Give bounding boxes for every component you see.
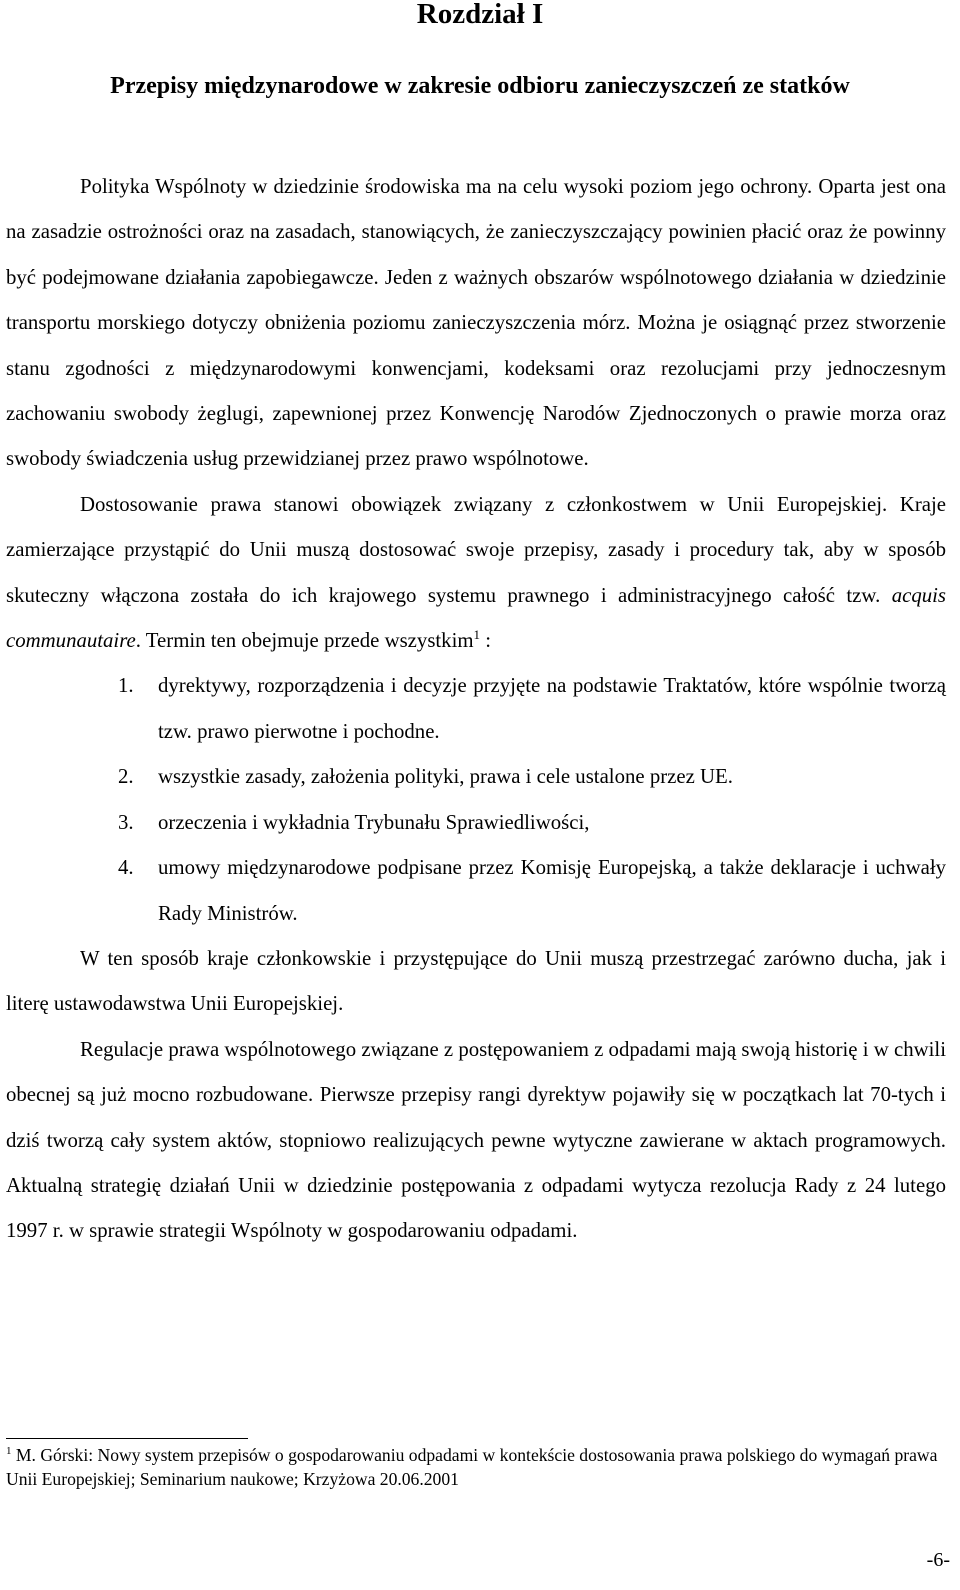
paragraph-4: Regulacje prawa wspólnotowego związane z postępowaniem z odpadami mają swoją historię i w chwili obecnej są już mocno rozbudowane. Pierwsze przepisy rangi dyrektyw pojawiły się w początkach lat 70-tych i dziś tworzą cały system aktów, stopniowo realizujących pewne wytyczne zawierane w aktach programowych. Aktualną strategię działań Unii w dziedzinie postępowania z odpadami wytycza rezolucja Rady z 24 lutego 1997 r. w sprawie strategii Wspólnoty w gospodarowaniu odpadami.	[6, 1037, 946, 1243]
list-item: 1. dyrektywy, rozporządzenia i decyzje przyjęte na podstawie Traktatów, które wspólnie tworzą tzw. prawo pierwotne i pochodne.	[118, 674, 946, 743]
page-number: -6-	[926, 1549, 950, 1571]
body-text	[6, 164, 946, 1254]
footnote-ref: 1	[473, 627, 481, 643]
paragraph-1: Polityka Wspólnoty w dziedzinie środowiska ma na celu wysoki poziom jego ochrony. Oparta jest ona na zasadzie ostrożności oraz na zasadach, stanowiących, że zanieczyszczający powinien płacić oraz że powinny być podejmowane działania zapobiegawcze. Jeden z ważnych obszarów wspólnotowego działania w dziedzinie transportu morskiego dotyczy obniżenia poziomu zanieczyszczenia mórz. Można je osiągnąć przez stworzenie stanu zgodności z międzynarodowymi konwencjami, kodeksami oraz rezolucjami przy jednoczesnym zachowaniu swobody żeglugi, zapewnionej przez Konwencję Narodów Zjednoczonych o prawie morza oraz swobody świadczenia usług przewidzianej przez prawo wspólnotowe.	[6, 175, 946, 471]
list-item: 3. orzeczenia i wykładnia Trybunału Sprawiedliwości,	[118, 810, 590, 834]
section-heading: Przepisy międzynarodowe w zakresie odbioru zanieczyszczeń ze statków	[110, 73, 850, 99]
footnote-number: 1	[6, 1445, 12, 1457]
footnote-text: M. Górski: Nowy system przepisów o gospodarowaniu odpadami w kontekście dostosowania prawa polskiego do wymagań prawa Unii Europejskiej; Seminarium naukowe; Krzyżowa 20.06.2001	[6, 1445, 938, 1489]
italic-term: acquis communautaire	[6, 583, 946, 653]
footnote	[6, 1443, 946, 1491]
list-item: 2. wszystkie zasady, założenia polityki, prawa i cele ustalone przez UE.	[118, 765, 733, 789]
chapter-title: Rozdział I	[416, 0, 544, 30]
list-item: 4. umowy międzynarodowe podpisane przez Komisję Europejską, a także deklaracje i uchwały Rady Ministrów.	[118, 856, 946, 925]
footnote-separator	[6, 1438, 248, 1439]
paragraph-3: W ten sposób kraje członkowskie i przystępujące do Unii muszą przestrzegać zarówno ducha, jak i literę ustawodawstwa Unii Europejskiej.	[6, 946, 946, 1016]
numbered-list	[6, 663, 946, 935]
paragraph-2: Dostosowanie prawa stanowi obowiązek związany z członkostwem w Unii Europejskiej. Kraje zamierzające przystąpić do Unii muszą dostosować swoje przepisy, zasady i procedury tak, aby w sposób skuteczny włączona została do ich krajowego systemu prawnego i administracyjnego całość tzw. acquis communautaire. Termin ten obejmuje przede wszystkim$^1$ :	[6, 492, 946, 653]
